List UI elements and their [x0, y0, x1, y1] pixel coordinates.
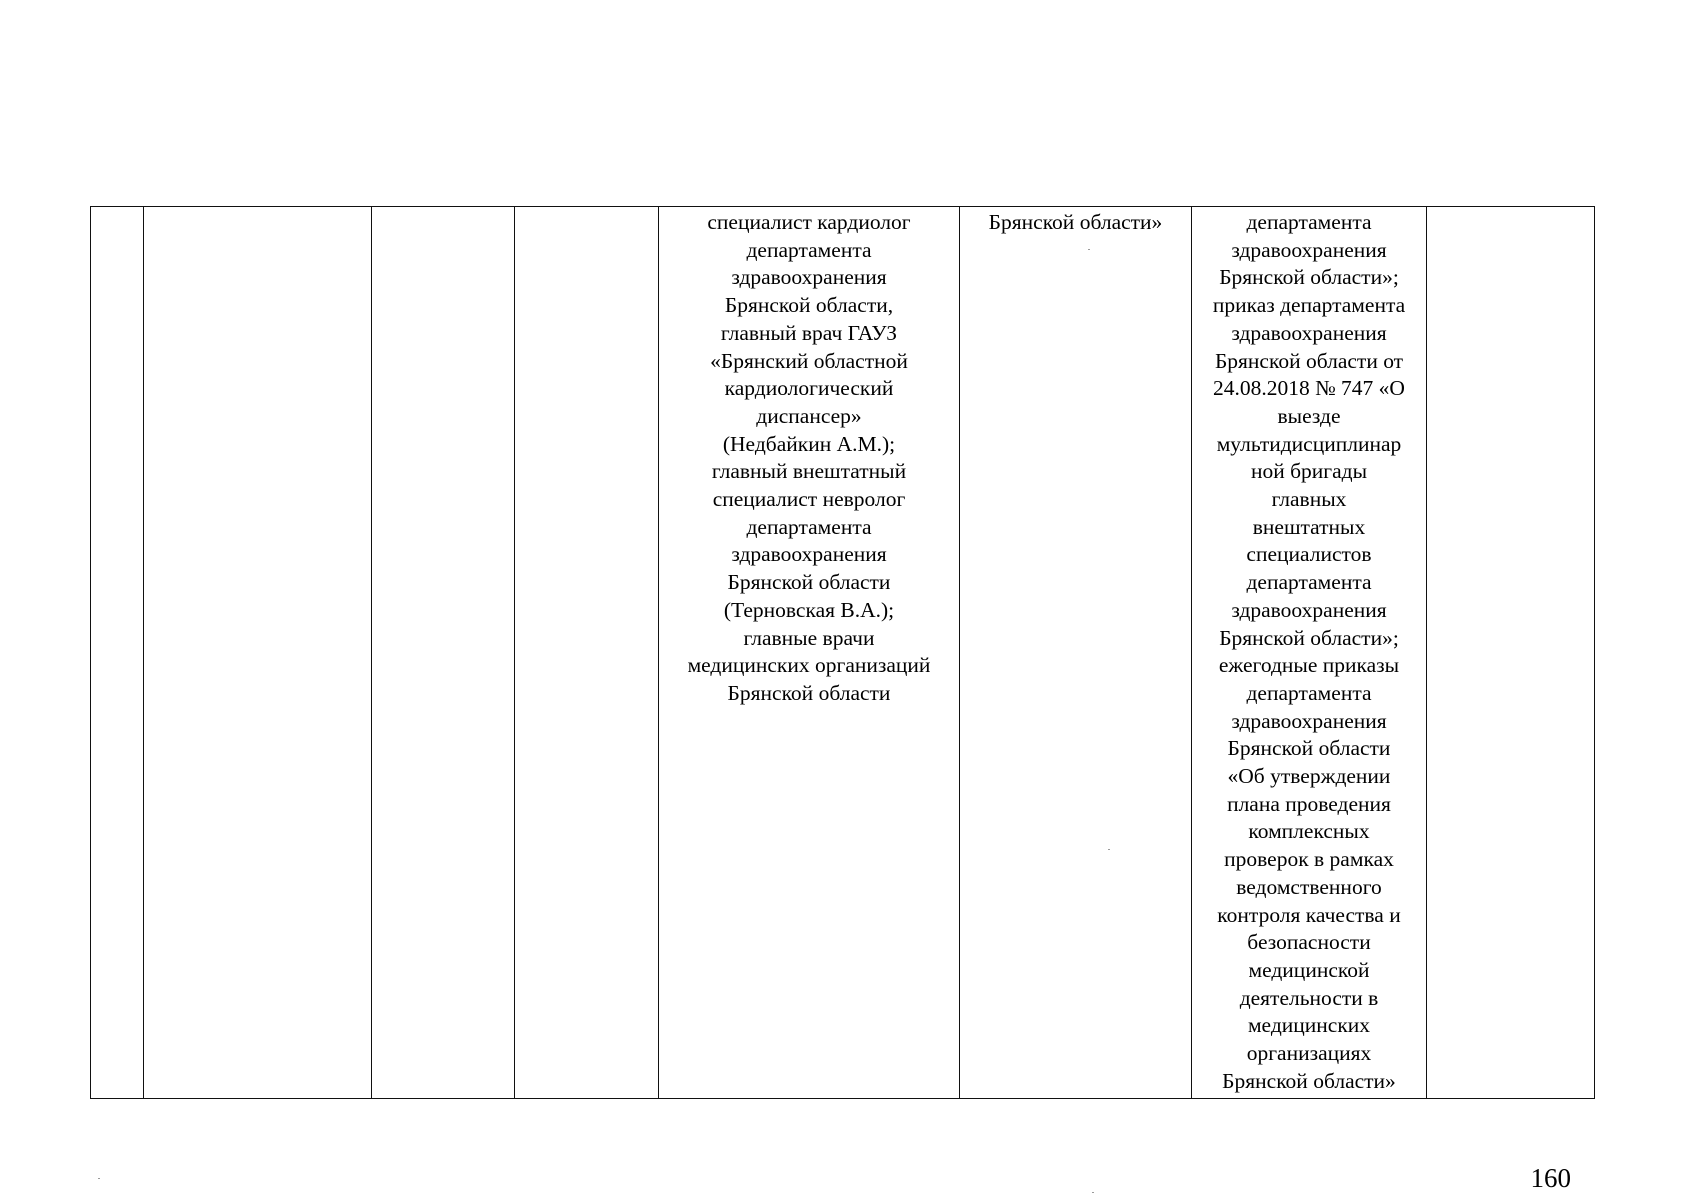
scan-speck	[1088, 249, 1090, 250]
table-cell-notes	[1427, 207, 1595, 1099]
table-cell-document: департамента здравоохранения Брянской области»; приказ департамента здравоохранения Брянской области от 24.08.2018 № 747 «О выезде мультидисциплинар ной бригады главных внештатных специалистов департамента здравоохранения Брянской области»; ежегодные приказы департамента здравоохранения Брянской области «Об утверждении плана проведения комплексных проверок в рамках ведомственного контроля качества и безопасности медицинской деятельности в медицинских организациях Брянской области»	[1192, 207, 1427, 1099]
table-cell-start-date	[372, 207, 515, 1099]
scan-speck	[1108, 849, 1110, 850]
table-cell-characteristic: Брянской области»	[960, 207, 1192, 1099]
scan-speck	[1092, 1192, 1094, 1193]
table-cell-number	[91, 207, 144, 1099]
scan-speck	[98, 1178, 100, 1179]
table-cell-responsible: специалист кардиолог департамента здравоохранения Брянской области, главный врач ГАУЗ «Брянский областной кардиологический диспансер» (Недбайкин А.М.); главный внештатный специалист невролог департамента здравоохранения Брянской области (Терновская В.А.); главные врачи медицинских организаций Брянской области	[659, 207, 960, 1099]
document-table	[90, 206, 1595, 1099]
page-number: 160	[1530, 1163, 1571, 1193]
table-row	[91, 207, 1595, 1099]
table-cell-end-date	[515, 207, 659, 1099]
table-cell-activity	[144, 207, 372, 1099]
